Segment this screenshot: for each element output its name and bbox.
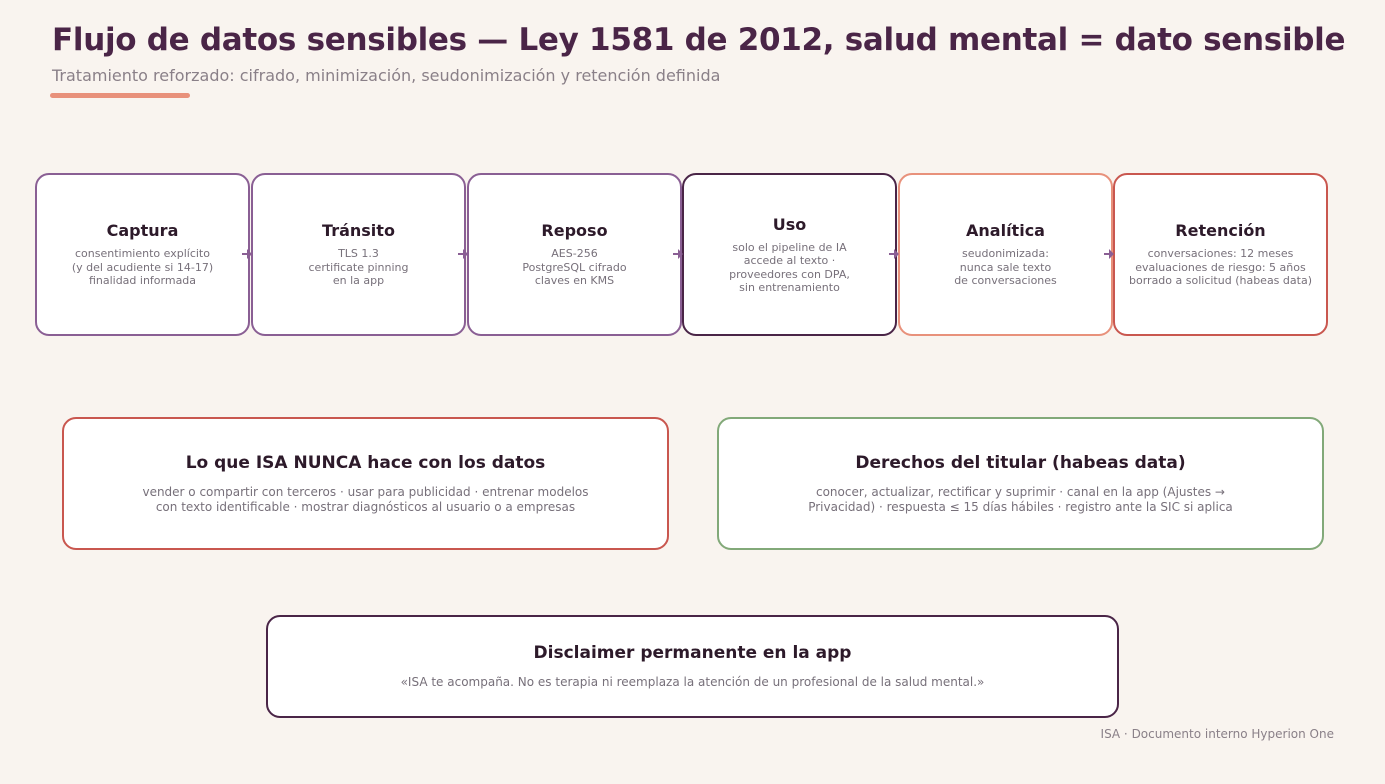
step-description: conversaciones: 12 meses evaluaciones de riesgo: 5 años borrado a solicitud (habeas data) [1129,247,1312,288]
step-description: AES-256 PostgreSQL cifrado claves en KMS [522,247,627,288]
step-description: seudonimizada: nunca sale texto de conversaciones [954,247,1057,288]
disclaimer-panel [266,615,1119,718]
never-panel [62,417,669,550]
flow-arrow-icon [1104,248,1114,260]
page-title: Flujo de datos sensibles — Ley 1581 de 2012, salud mental = dato sensible [52,22,1346,58]
step-title: Tránsito [322,221,395,241]
panel-description: vender o compartir con terceros · usar para publicidad · entrenar modelos con texto identificable · mostrar diagnósticos al usuario o a empresas [142,484,589,514]
flow-arrow-icon [458,248,468,260]
flow-arrow-icon [673,248,683,260]
step-retencion [1113,173,1328,336]
panel-description: «ISA te acompaña. No es terapia ni reemplaza la atención de un profesional de la salud mental.» [400,675,985,689]
step-captura [35,173,250,336]
footer-note: ISA · Documento interno Hyperion One [1100,727,1334,741]
panel-description: conocer, actualizar, rectificar y suprimir · canal en la app (Ajustes → Privacidad) · respuesta ≤ 15 días hábiles · registro ante la SIC si aplica [808,484,1233,514]
rights-panel [717,417,1324,550]
step-description: solo el pipeline de IA accede al texto · proveedores con DPA, sin entrenamiento [729,240,850,294]
step-title: Reposo [541,221,608,241]
step-uso [682,173,897,336]
panel-title: Derechos del titular (habeas data) [855,452,1186,473]
panel-title: Disclaimer permanente en la app [533,643,852,663]
step-description: TLS 1.3 certificate pinning en la app [308,247,409,288]
page-subtitle: Tratamiento reforzado: cifrado, minimización, seudonimización y retención definida [52,66,721,85]
title-underline [50,93,190,98]
step-reposo [467,173,682,336]
step-description: consentimiento explícito (y del acudiente si 14-17) finalidad informada [71,247,214,288]
step-title: Captura [106,221,179,241]
step-title: Retención [1175,221,1266,241]
step-analitica [898,173,1113,336]
panel-title: Lo que ISA NUNCA hace con los datos [185,452,546,473]
flow-arrow-icon [242,248,252,260]
step-title: Analítica [966,221,1045,241]
flow-arrow-icon [889,248,899,260]
step-title: Uso [772,214,807,234]
step-transito [251,173,466,336]
